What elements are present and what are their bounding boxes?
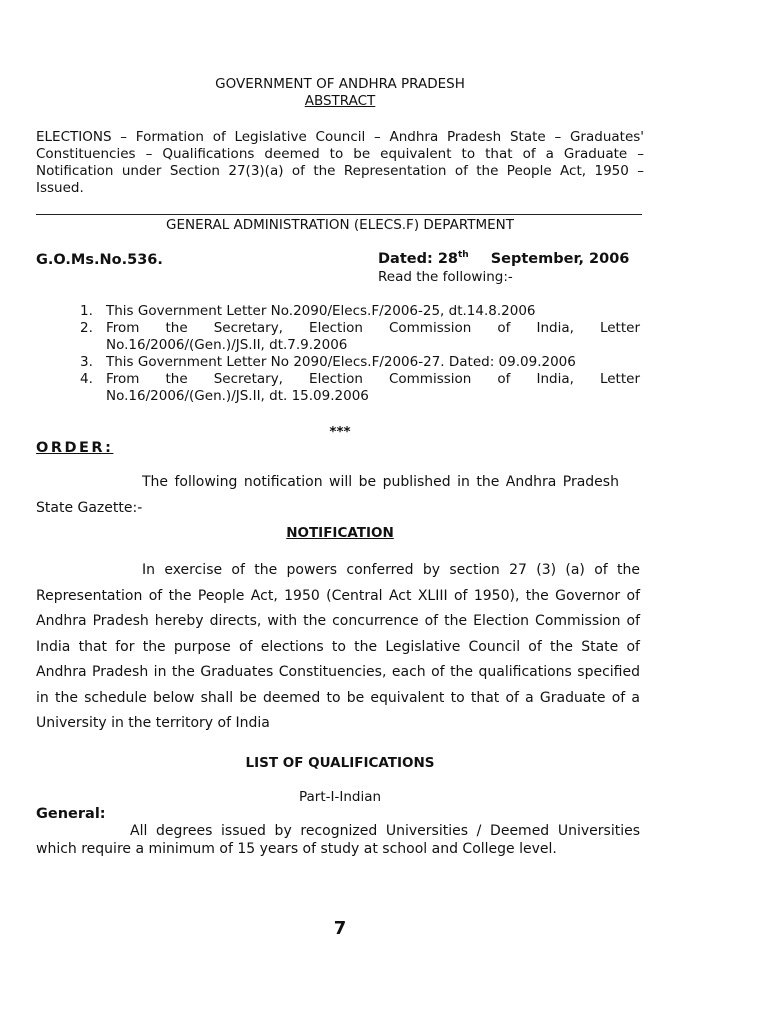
reference-number: 4. bbox=[80, 371, 93, 387]
order-heading: ORDER: bbox=[36, 440, 114, 456]
reference-item bbox=[80, 354, 640, 371]
reference-number: 1. bbox=[80, 303, 93, 319]
general-label: General: bbox=[36, 806, 106, 822]
dated-suffix: th bbox=[458, 250, 469, 260]
reference-item bbox=[80, 371, 640, 405]
intro-line-2: State Gazette:- bbox=[36, 500, 143, 516]
separator-stars: *** bbox=[329, 424, 351, 440]
reference-item bbox=[80, 320, 640, 354]
department-heading: GENERAL ADMINISTRATION (ELECS.F) DEPARTMENT bbox=[166, 217, 514, 233]
reference-text-line2: No.16/2006/(Gen.)/JS.II, dt. 15.09.2006 bbox=[106, 388, 369, 404]
general-text: All degrees issued by recognized Universities / Deemed Universities which require a minimum of 15 years of study at school and College level. bbox=[36, 823, 640, 857]
notification-heading: NOTIFICATION bbox=[286, 525, 394, 541]
divider-line bbox=[36, 214, 642, 215]
notification-body: In exercise of the powers conferred by section 27 (3) (a) of the Representation of the People Act, 1950 (Central Act XLIII of 1950), the Governor of Andhra Pradesh hereby directs, with the concurrence of the Election Commission of India that for the purpose of elections to the Legislative Council of the State of Andhra Pradesh in the Graduates Constituencies, each of the qualifications specified in the schedule below shall be deemed to be equivalent to that of a Graduate of a University in the territory of India bbox=[36, 562, 640, 731]
header-government: GOVERNMENT OF ANDHRA PRADESH bbox=[215, 76, 465, 92]
reference-text-line1: From the Secretary, Election Commission of India, Letter bbox=[106, 320, 640, 336]
header-abstract: ABSTRACT bbox=[304, 93, 376, 109]
reference-list bbox=[80, 303, 640, 405]
reference-number: 2. bbox=[80, 320, 93, 336]
reference-number: 3. bbox=[80, 354, 93, 370]
date-line bbox=[378, 250, 629, 267]
reference-text-line2: No.16/2006/(Gen.)/JS.II, dt.7.9.2006 bbox=[106, 337, 348, 353]
list-title: LIST OF QUALIFICATIONS bbox=[245, 755, 435, 771]
read-following: Read the following:- bbox=[378, 269, 513, 285]
reference-text-line1: From the Secretary, Election Commission of India, Letter bbox=[106, 371, 640, 387]
subject-paragraph: ELECTIONS – Formation of Legislative Council – Andhra Pradesh State – Graduates' Constituencies – Qualifications deemed to be equivalent to that of a Graduate – Notification under Section 27(3)(a) of the Representation of the People Act, 1950 – Issued. bbox=[36, 129, 644, 196]
intro-line-1: The following notification will be published in the Andhra Pradesh bbox=[142, 474, 619, 490]
go-number: G.O.Ms.No.536. bbox=[36, 252, 163, 268]
reference-text: This Government Letter No 2090/Elecs.F/2006-27. Dated: 09.09.2006 bbox=[106, 354, 576, 370]
dated-label: Dated: 28 bbox=[378, 250, 458, 267]
reference-item bbox=[80, 303, 640, 320]
dated-month-year: September, 2006 bbox=[490, 250, 630, 267]
page-number: 7 bbox=[333, 918, 347, 939]
reference-text: This Government Letter No.2090/Elecs.F/2006-25, dt.14.8.2006 bbox=[106, 303, 536, 319]
part-heading: Part-I-Indian bbox=[298, 789, 382, 805]
